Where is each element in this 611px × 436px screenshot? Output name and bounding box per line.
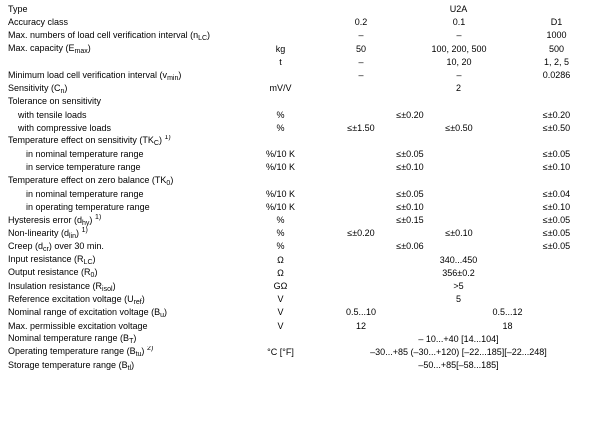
row-label-sub: min xyxy=(167,74,179,82)
row-label-text: Output resistance (R xyxy=(8,267,91,278)
row-unit: %/10 K xyxy=(265,149,296,160)
row-value-1: 12 xyxy=(355,320,366,331)
row-label-text: Max. numbers of load cell verification interval (n xyxy=(8,29,199,40)
row-label xyxy=(6,82,249,95)
table-header-row xyxy=(6,3,605,16)
table-row xyxy=(6,214,605,227)
row-value-3 xyxy=(508,135,605,148)
row-value-1: 0.2 xyxy=(354,17,368,28)
row-label-text: Operating temperature range (B xyxy=(8,346,136,357)
row-label xyxy=(6,135,249,148)
header-unit-cell xyxy=(249,3,312,16)
row-unit: GΩ xyxy=(273,281,288,292)
row-label-tail: ) xyxy=(112,280,116,291)
row-label-tail: ) xyxy=(94,267,98,278)
row-label-tail: ) xyxy=(158,135,162,146)
row-label-text: Input resistance (R xyxy=(8,254,84,265)
row-label-text: Minimum load cell verification interval (v xyxy=(8,69,168,80)
row-value-2: 0.5...12 xyxy=(492,307,523,318)
row-value-1: 0.5...10 xyxy=(345,307,377,318)
row-label: with tensile loads xyxy=(18,109,87,120)
specification-table xyxy=(6,3,605,372)
row-value-3: ≤±0.10 xyxy=(542,162,571,173)
row-unit xyxy=(249,359,312,372)
row-label-tail: ) xyxy=(141,346,145,357)
row-label-tail: ) xyxy=(170,175,174,186)
row-unit: Ω xyxy=(277,267,284,278)
row-label-sub: cr xyxy=(43,245,49,253)
row-label-tail: ) xyxy=(164,306,167,317)
row-label xyxy=(6,306,249,319)
table-row xyxy=(6,267,605,280)
row-label-text: Temperature effect on zero balance (TK xyxy=(8,175,167,186)
row-label xyxy=(6,267,249,280)
row-label-text: Non-linearity (d xyxy=(8,227,70,238)
row-value-merged: ≤±0.15 xyxy=(396,215,424,226)
row-label xyxy=(6,214,249,227)
row-value-span: 2 xyxy=(455,83,461,94)
row-value-2: – xyxy=(456,70,462,81)
row-label-text: Sensitivity (C xyxy=(8,82,61,93)
row-value-span: 5 xyxy=(455,294,461,305)
row-label: Max. permissible excitation voltage xyxy=(8,320,148,331)
row-unit: t xyxy=(279,56,282,67)
row-value-span: –50...+85[–58...185] xyxy=(418,360,499,371)
row-label-sub: u xyxy=(160,311,164,319)
row-value-1 xyxy=(312,174,410,187)
table-row xyxy=(6,293,605,306)
row-value-1 xyxy=(312,95,410,108)
header-model: U2A xyxy=(449,4,468,15)
row-unit: kg xyxy=(275,43,286,54)
row-unit: V xyxy=(277,307,284,318)
row-value-2: – xyxy=(456,30,462,41)
row-value-1 xyxy=(312,135,410,148)
row-unit xyxy=(249,69,312,82)
row-label xyxy=(6,43,249,56)
row-label: in nominal temperature range xyxy=(26,188,144,199)
table-row xyxy=(6,240,605,253)
header-type-label: Type xyxy=(8,4,28,15)
row-unit: %/10 K xyxy=(265,162,296,173)
table-row xyxy=(6,346,605,359)
row-label-tail: ) xyxy=(64,82,68,93)
row-value-merged: ≤±0.06 xyxy=(396,241,424,252)
row-value-3 xyxy=(508,174,605,187)
row-label-tail: ) over 30 min. xyxy=(48,240,104,251)
row-value-3: ≤±0.50 xyxy=(542,122,571,133)
row-value-1: 50 xyxy=(355,43,366,54)
table-row xyxy=(6,161,605,174)
table-row xyxy=(6,306,605,319)
row-value-3: 0.0286 xyxy=(542,70,571,81)
row-unit: % xyxy=(276,228,285,239)
row-value-3: ≤±0.04 xyxy=(542,188,571,199)
row-label xyxy=(6,346,249,359)
table-row xyxy=(6,82,605,95)
row-value-span: –30...+85 (–30...+120) [–22...185][–22...248] xyxy=(370,346,547,357)
row-label-footnote: 1) xyxy=(81,227,88,234)
row-unit: %/10 K xyxy=(265,188,296,199)
table-row xyxy=(6,122,605,135)
row-label: Tolerance on sensitivity xyxy=(8,96,102,107)
row-label-sub: hy xyxy=(82,219,90,227)
row-label xyxy=(6,333,249,346)
row-label-tail: ) xyxy=(131,359,135,370)
row-label-text: Nominal range of excitation voltage (B xyxy=(8,306,161,317)
row-label-footnote: 1) xyxy=(94,214,102,221)
row-unit: V xyxy=(277,320,284,331)
row-label-text: Creep (d xyxy=(8,240,44,251)
row-label-text: Temperature effect on sensitivity (TK xyxy=(8,135,154,146)
row-label: Accuracy class xyxy=(8,17,69,28)
row-label xyxy=(6,359,249,372)
row-unit xyxy=(249,29,312,42)
row-unit: % xyxy=(276,122,285,133)
row-label xyxy=(6,69,249,82)
row-label-footnote: 1) xyxy=(164,134,171,142)
row-unit: mV/V xyxy=(269,83,292,94)
row-label-tail: ) xyxy=(89,214,93,225)
row-label-text: Nominal temperature range (B xyxy=(8,333,130,344)
row-unit: Ω xyxy=(277,254,284,265)
row-value-merged: ≤±0.10 xyxy=(396,201,424,212)
row-label-sub: n xyxy=(60,87,65,95)
row-value-2: ≤±0.10 xyxy=(445,228,473,239)
row-label-sub: C xyxy=(153,140,159,148)
row-label: in operating temperature range xyxy=(26,201,150,212)
row-label-sub: lin xyxy=(69,232,77,240)
row-value-1: – xyxy=(358,70,364,81)
row-value-2: 0.1 xyxy=(452,17,466,28)
row-value-2: 10, 20 xyxy=(446,56,472,67)
row-label xyxy=(6,293,249,306)
table-row xyxy=(6,109,605,122)
row-label-sub: tu xyxy=(135,351,142,359)
table-row xyxy=(6,95,605,108)
table-row xyxy=(6,227,605,240)
row-label-sub: 0 xyxy=(166,180,171,188)
row-unit xyxy=(249,174,312,187)
row-label-tail: ) xyxy=(133,333,137,344)
row-value-merged: ≤±0.20 xyxy=(396,109,424,120)
table-row xyxy=(6,188,605,201)
table-row xyxy=(6,56,605,69)
row-value-3: ≤±0.05 xyxy=(542,228,571,239)
row-value-3: D1 xyxy=(550,17,563,28)
row-unit: %/10 K xyxy=(265,201,296,212)
row-label-sub: ref xyxy=(133,298,142,306)
row-value-3: 1, 2, 5 xyxy=(543,56,570,67)
row-value-1: – xyxy=(358,56,364,67)
row-label-sub: tl xyxy=(127,364,132,372)
row-value-3 xyxy=(508,95,605,108)
row-value-merged: ≤±0.05 xyxy=(396,149,424,160)
row-value-span: >5 xyxy=(453,281,464,292)
row-value-3: ≤±0.05 xyxy=(542,215,571,226)
row-label xyxy=(6,240,249,253)
row-unit: % xyxy=(276,241,285,252)
row-unit xyxy=(249,135,312,148)
row-unit xyxy=(249,95,312,108)
row-value-3: ≤±0.10 xyxy=(542,201,571,212)
row-unit: % xyxy=(276,109,285,120)
row-unit: % xyxy=(276,215,285,226)
row-value-2 xyxy=(410,135,508,148)
table-row xyxy=(6,43,605,56)
row-label: in service temperature range xyxy=(26,162,141,173)
row-label-text: Max. capacity (E xyxy=(8,43,75,54)
row-label-text: Hysteresis error (d xyxy=(8,214,83,225)
row-value-merged: ≤±0.10 xyxy=(396,162,424,173)
row-unit: V xyxy=(277,294,284,305)
row-value-1: ≤±1.50 xyxy=(347,122,375,133)
row-label-tail: ) xyxy=(178,69,182,80)
row-label-sub: T xyxy=(129,338,134,346)
row-label: in nominal temperature range xyxy=(26,149,144,160)
row-value-3: ≤±0.05 xyxy=(542,241,571,252)
row-value-span: 340...450 xyxy=(439,254,478,265)
row-label-tail: ) xyxy=(207,29,211,40)
table-row xyxy=(6,148,605,161)
row-label-sub: LC xyxy=(83,259,93,267)
row-value-2: ≤±0.50 xyxy=(445,122,473,133)
row-label: with compressive loads xyxy=(18,122,112,133)
row-label xyxy=(6,29,249,42)
row-value-3: ≤±0.05 xyxy=(542,149,571,160)
table-row xyxy=(6,333,605,346)
row-unit xyxy=(249,16,312,29)
row-label-text: Storage temperature range (B xyxy=(8,359,128,370)
row-label xyxy=(6,56,249,69)
row-label xyxy=(6,174,249,187)
row-label xyxy=(6,254,249,267)
row-label-sub: max xyxy=(74,48,88,56)
row-label-tail: ) xyxy=(92,254,96,265)
row-value-3: 1000 xyxy=(546,30,567,41)
row-value-2: 18 xyxy=(502,320,513,331)
row-value-1: – xyxy=(358,30,364,41)
table-row xyxy=(6,359,605,372)
row-label-tail: ) xyxy=(141,293,145,304)
row-label-sub: 0 xyxy=(90,272,95,280)
row-value-span: 356±0.2 xyxy=(442,267,475,278)
table-row xyxy=(6,16,605,29)
row-label xyxy=(6,227,249,240)
row-label-footnote: 2) xyxy=(146,345,154,353)
table-row xyxy=(6,280,605,293)
table-row xyxy=(6,29,605,42)
row-value-3: 500 xyxy=(548,43,565,54)
row-label-sub: LC xyxy=(198,34,208,42)
row-label-text: Reference excitation voltage (U xyxy=(8,293,134,304)
row-label-sub: isol xyxy=(102,285,113,293)
table-row xyxy=(6,320,605,333)
table-row xyxy=(6,135,605,148)
row-value-span: – 10...+40 [14...104] xyxy=(418,333,499,344)
row-value-2 xyxy=(410,174,508,187)
row-value-2: 100, 200, 500 xyxy=(431,43,487,54)
table-row xyxy=(6,69,605,82)
row-label-tail: ) xyxy=(76,227,80,238)
table-row xyxy=(6,254,605,267)
row-label-tail: ) xyxy=(87,43,91,54)
row-label-text: Insulation resistance (R xyxy=(8,280,103,291)
row-value-2 xyxy=(410,95,508,108)
row-value-1: ≤±0.20 xyxy=(347,228,375,239)
table-row xyxy=(6,201,605,214)
row-value-merged: ≤±0.05 xyxy=(396,188,424,199)
row-unit: °C [°F] xyxy=(267,346,294,357)
row-label xyxy=(6,280,249,293)
row-unit xyxy=(249,333,312,346)
row-value-3: ≤±0.20 xyxy=(542,109,571,120)
table-row xyxy=(6,174,605,187)
